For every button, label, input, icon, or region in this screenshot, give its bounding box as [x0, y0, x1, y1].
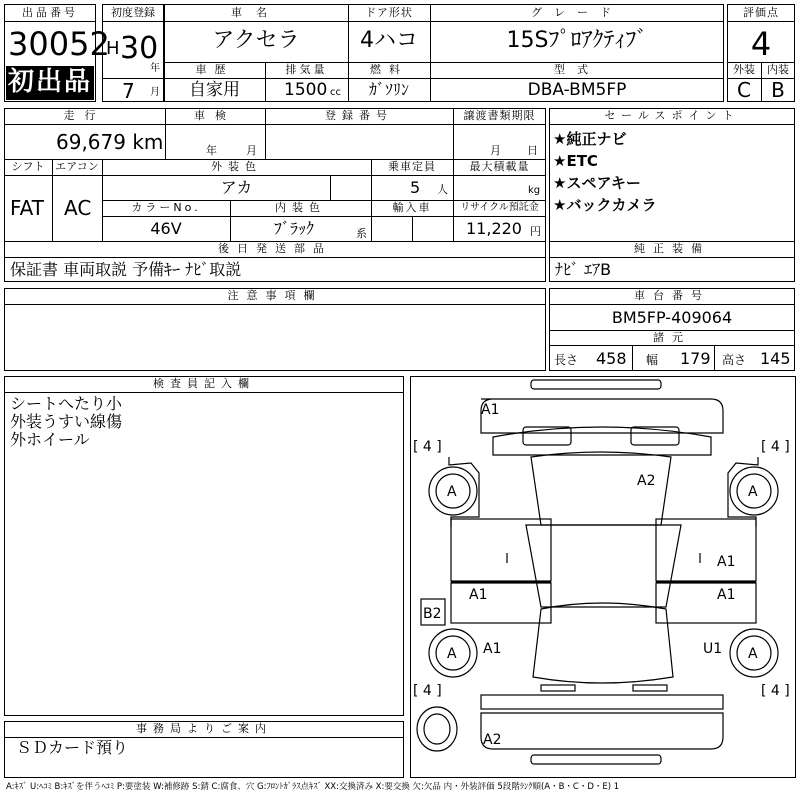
grade-label: グレード: [531, 6, 623, 19]
fuel: ｶﾞｿﾘﾝ: [368, 80, 409, 99]
mark-hood: A2: [637, 473, 656, 489]
int-label: 内装: [767, 63, 789, 76]
shift: FAT: [10, 196, 45, 220]
registration-label: 初度登録: [111, 6, 155, 19]
int-color: ﾌﾞﾗｯｸ: [273, 219, 314, 238]
year-unit: 年: [150, 63, 160, 74]
int-grade: B: [771, 78, 785, 102]
tire-depth-rr: [ 4 ]: [761, 683, 790, 699]
ext-label: 外装: [733, 63, 755, 76]
sales-point-4: ★バックカメラ: [553, 196, 657, 214]
mark-right-quarter: U1: [703, 641, 723, 657]
first-listing-text: 初出品: [8, 67, 93, 97]
mark-rl-wheel: A: [447, 646, 457, 662]
color-no: 46V: [150, 219, 182, 238]
genuine-label: 純正装備: [634, 242, 710, 255]
inspector-label: 検査員記入欄: [153, 377, 255, 390]
mark-rear-bumper: A2: [483, 732, 502, 748]
car-name: アクセラ: [212, 28, 300, 53]
shift-label: シフト: [11, 160, 45, 173]
chassis-number: BM5FP-409064: [611, 308, 733, 327]
model-label: 型式: [554, 63, 600, 76]
height: 145: [760, 349, 791, 368]
deadline-month-unit: 月: [490, 144, 501, 157]
damage-diagram: [410, 376, 796, 778]
office-text: ＳＤカード預り: [16, 738, 129, 757]
mark-fr-wheel: A: [748, 484, 758, 500]
ext-color-label: 外装色: [211, 160, 262, 173]
grade: 15Sﾌﾟﾛｱｸﾃｨﾌﾞ: [506, 28, 648, 53]
width-label: 幅: [646, 353, 659, 367]
model: DBA-BM5FP: [527, 80, 627, 100]
int-color-label: 内装色: [275, 201, 326, 214]
later-parts-label: 後日発送部品: [218, 242, 332, 255]
ext-color: アカ: [220, 178, 253, 197]
tire-depth-fr: [ 4 ]: [761, 439, 790, 455]
load-unit: kg: [528, 185, 541, 196]
legend-text: A:ｷｽﾞ U:ﾍｺﾐ B:ｷｽﾞを伴うﾍｺﾐ P:要塗装 W:補修跡 S:錆 C:腐食、穴 G:ﾌﾛﾝﾄｶﾞﾗｽ点ｷｽﾞ XX:交換済み X:要交換 欠:欠品 内・外装評価 5段階ﾗﾝｸ順(A・B・C・D・E) 1: [6, 782, 620, 792]
deadline-day-unit: 日: [527, 144, 538, 157]
door-label: ドア形状: [365, 6, 413, 19]
dims-label: 諸元: [653, 331, 691, 344]
month: 7: [122, 79, 135, 103]
length: 458: [596, 349, 627, 368]
import-label: 輸入車: [392, 201, 432, 214]
inspector-line-1: シートへたり小: [10, 394, 123, 413]
later-parts-text: 保証書 車両取説 予備ｷｰ ﾅﾋﾞ取説: [10, 260, 242, 279]
capacity-label: 乗車定員: [388, 160, 436, 173]
ac-label: エアコン: [55, 160, 99, 173]
capacity: 5: [410, 178, 421, 197]
mark-right-front-door: A1: [717, 554, 736, 570]
inspection-label: 車検: [194, 109, 236, 122]
tire-depth-rl: [ 4 ]: [413, 683, 442, 699]
ac: AC: [64, 196, 92, 220]
mileage: 69,679 km: [56, 130, 164, 154]
notes-label: 注意事項欄: [227, 289, 323, 302]
capacity-unit: 人: [437, 183, 448, 196]
mark-front-bumper: A1: [481, 402, 500, 418]
sales-points-label: セールスポイント: [604, 109, 740, 122]
mark-left-quarter: A1: [483, 641, 502, 657]
mark-fl-wheel: A: [447, 484, 457, 500]
height-label: 高さ: [722, 353, 747, 367]
lot-number: 30052: [8, 25, 110, 63]
recycle-label: リサイクル預託金: [460, 202, 539, 213]
fuel-label: 燃料: [370, 63, 408, 76]
int-color-unit: 系: [356, 227, 367, 240]
recycle-unit: 円: [530, 225, 541, 238]
displacement-unit: cc: [330, 87, 341, 98]
width: 179: [680, 349, 711, 368]
mark-left-rear-door: A1: [469, 587, 488, 603]
door: 4ハコ: [360, 28, 418, 53]
score: 4: [750, 25, 772, 63]
tire-depth-fl: [ 4 ]: [413, 439, 442, 455]
mark-right-rear-door: A1: [717, 587, 736, 603]
length-label: 長さ: [554, 353, 579, 367]
inspection-month-unit: 月: [246, 144, 257, 157]
load-label: 最大積載量: [469, 160, 530, 173]
inspection-year-unit: 年: [206, 144, 217, 157]
genuine-text: ﾅﾋﾞ ｴｱB: [555, 260, 612, 279]
sales-point-3: ★スペアキー: [553, 174, 641, 192]
color-no-label: カラーNo.: [131, 201, 201, 214]
year: 30: [120, 31, 159, 66]
car-name-label: 車名: [231, 6, 281, 19]
score-label: 評価点: [743, 6, 779, 19]
mark-rr-wheel: A: [748, 646, 758, 662]
mark-left-rocker: B2: [423, 606, 442, 622]
mileage-label: 走行: [63, 109, 106, 122]
era: H: [106, 38, 120, 59]
displacement: 1500: [284, 80, 328, 100]
history: 自家用: [189, 80, 240, 100]
sales-point-2: ★ETC: [553, 152, 598, 170]
office-label: 事務局よりご案内: [136, 722, 272, 735]
history-label: 車歴: [195, 63, 234, 76]
car-outline-svg: [411, 377, 794, 776]
inspector-line-3: 外ホイール: [10, 430, 90, 449]
month-unit: 月: [150, 87, 160, 98]
recycle-amount: 11,220: [466, 219, 522, 238]
chassis-label: 車台番号: [634, 289, 710, 302]
deadline-label: 譲渡書類期限: [463, 109, 536, 122]
sales-point-1: ★純正ナビ: [553, 130, 627, 148]
ext-grade: C: [737, 78, 751, 102]
plate-label: 登録番号: [325, 109, 393, 122]
displacement-label: 排気量: [285, 63, 328, 76]
lot-label: 出品番号: [22, 6, 78, 19]
inspector-line-2: 外装うすい線傷: [10, 412, 123, 431]
